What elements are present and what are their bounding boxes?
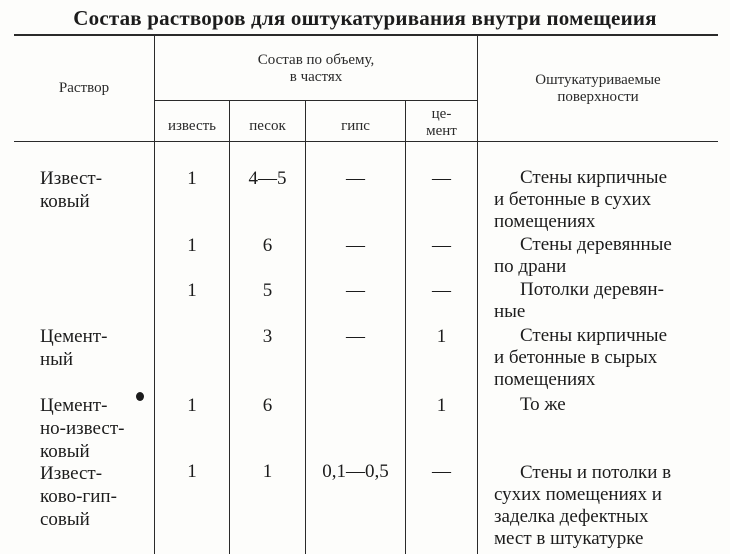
row1-mortar-line2: ковый [40, 191, 90, 212]
row4-mortar-line2: ный [40, 349, 74, 370]
row4-surface-line2: и бетонные в сырых [494, 347, 658, 368]
row6-surface-line3: заделка дефектных [494, 506, 649, 527]
row2-surface [494, 234, 718, 278]
row6-mortar-line2: ково-гип- [40, 486, 117, 507]
header-composition-line2: в частях [289, 69, 343, 85]
row5-lime: 1 [187, 395, 197, 416]
row1-surface [494, 167, 718, 233]
row6-mortar-line1: Извест- [40, 463, 103, 484]
row6-surface-line4: мест в штукатурке [494, 528, 644, 549]
row2-surface-line1: Стены деревянные [520, 234, 672, 255]
row2-sand: 6 [262, 235, 273, 256]
row5-surface-line1: То же [520, 394, 566, 415]
row4-surface-line3: помещениях [494, 369, 596, 390]
row5-cement: 1 [436, 395, 447, 416]
top-rule [14, 34, 718, 36]
header-surfaces-line2: поверхности [557, 89, 639, 105]
row3-lime: 1 [187, 280, 197, 301]
row4-sand: 3 [262, 326, 273, 347]
row4-surface [494, 325, 718, 391]
row2-lime: 1 [187, 235, 197, 256]
row6-surface-line1: Стены и потолки в [520, 462, 672, 483]
row4-mortar-line1: Цемент- [40, 326, 108, 347]
row6-surface [494, 462, 718, 550]
row1-lime: 1 [187, 168, 197, 189]
composition-subheader-rule [155, 100, 477, 101]
row6-mortar-line3: совый [40, 509, 90, 530]
row2-gypsum: — [346, 235, 365, 256]
row1-surface-line3: помещениях [494, 211, 596, 232]
row1-surface-line1: Стены кирпичные [520, 167, 667, 188]
header-mortar: Раствор [58, 80, 110, 96]
row4-mortar [40, 325, 107, 371]
row5-sand: 6 [262, 395, 273, 416]
row3-gypsum: — [346, 280, 365, 301]
ink-speck [136, 392, 144, 401]
row6-lime: 1 [187, 461, 197, 482]
header-cement [406, 106, 477, 140]
row5-mortar [40, 394, 125, 463]
row5-mortar-line2: но-извест- [40, 418, 125, 439]
header-cement-line1: це- [431, 106, 452, 122]
row2-surface-line2: по драни [494, 256, 567, 277]
row1-mortar [40, 167, 102, 213]
header-bottom-rule [14, 141, 718, 142]
row3-cement: — [432, 280, 451, 301]
row5-mortar-line3: ковый [40, 441, 90, 462]
row6-cement: — [432, 461, 451, 482]
header-cement-line2: мент [426, 123, 457, 139]
column-divider-cement [477, 36, 478, 554]
row1-cement: — [432, 168, 451, 189]
row6-mortar [40, 462, 117, 531]
header-surfaces [478, 72, 718, 106]
header-composition [155, 52, 477, 86]
row4-gypsum: — [346, 326, 365, 347]
row1-gypsum: — [346, 168, 365, 189]
row1-surface-line2: и бетонные в сухих [494, 189, 652, 210]
header-gypsum: гипс [341, 118, 370, 134]
row5-surface [494, 394, 718, 416]
row3-surface [494, 279, 718, 323]
row6-sand: 1 [262, 461, 273, 482]
row4-cement: 1 [436, 326, 447, 347]
header-lime: известь [167, 118, 217, 134]
header-sand: песок [249, 118, 286, 134]
row1-mortar-line1: Извест- [40, 168, 103, 189]
row6-gypsum: 0,1—0,5 [322, 461, 389, 482]
row5-mortar-line1: Цемент- [40, 395, 108, 416]
header-composition-line1: Состав по объему, [257, 52, 375, 68]
row3-surface-line2: ные [494, 301, 526, 322]
row1-sand: 4—5 [248, 168, 287, 189]
row6-surface-line2: сухих помещениях и [494, 484, 662, 505]
header-surfaces-line1: Оштукатуриваемые [535, 72, 661, 88]
row2-cement: — [432, 235, 451, 256]
row3-sand: 5 [262, 280, 273, 301]
row4-surface-line1: Стены кирпичные [520, 325, 667, 346]
row3-surface-line1: Потолки деревян- [520, 279, 664, 300]
table-title: Состав растворов для оштукатуривания внутри помещеиия [73, 6, 657, 30]
